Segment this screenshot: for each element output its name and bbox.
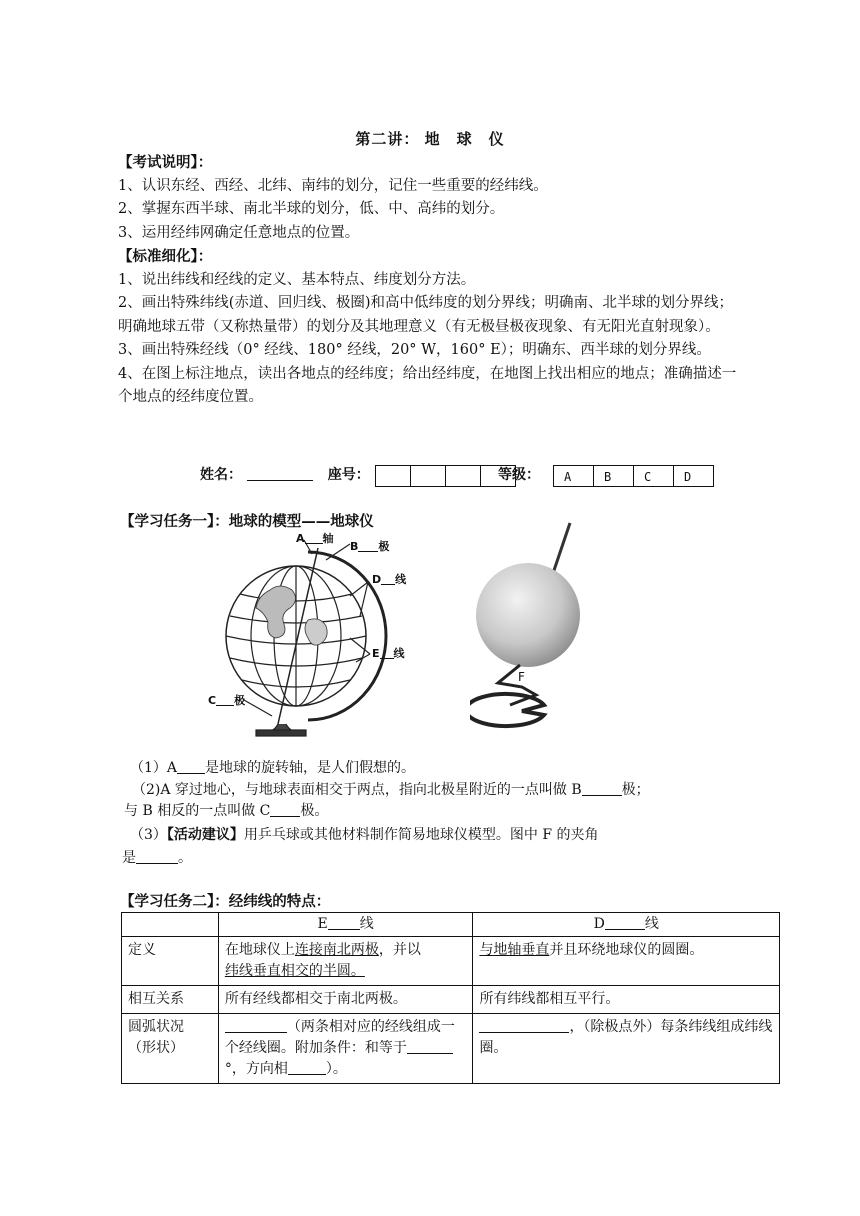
grade-boxes[interactable] (554, 465, 714, 487)
standard-item: 4、在图上标注地点，读出各地点的经纬度；给出经纬度，在地图上找出相应的地点；准确描述一个地点的经纬度位置。 (118, 365, 737, 405)
exam-item: 3、运用经纬网确定任意地点的位置。 (118, 224, 360, 241)
blank-f-angle[interactable] (136, 848, 178, 864)
blank-sum[interactable] (407, 1038, 453, 1054)
globe-diagram (200, 530, 430, 740)
blank-e-shape[interactable] (225, 1017, 287, 1033)
shape-e: （两条相对应的经线组成一个经线圈。附加条件：和等于°，方向相 ）。 (218, 1014, 473, 1084)
grade-option[interactable]: D (673, 465, 714, 487)
globe-label-a: A 轴 (296, 532, 334, 545)
table-row (122, 1014, 780, 1084)
grade-option[interactable]: C (633, 465, 674, 487)
exam-section (118, 151, 738, 410)
seat-box[interactable] (410, 465, 446, 487)
shape-d: ，（除极点外）每条纬线组成纬线圈。 (473, 1014, 780, 1084)
page-title (0, 128, 860, 149)
question-1: （1）A 是地球的旋转轴，是人们假想的。 (130, 760, 416, 776)
exam-item: 1、认识东经、西经、北纬、南纬的划分，记住一些重要的经纬线。 (118, 177, 548, 194)
lecture-topic: 地 球 仪 (424, 130, 505, 148)
globe-label-c: C 极 (208, 694, 246, 707)
table-row (122, 937, 780, 986)
table-corner (122, 913, 219, 937)
globe-label-d: D 线 (372, 573, 407, 586)
name-label: 姓名： (200, 467, 242, 483)
task2-heading: 【学习任务二】：经纬线的特点： (120, 894, 331, 910)
seat-box[interactable] (375, 465, 411, 487)
exam-heading: 【考试说明】： (118, 154, 213, 171)
row-label: 相互关系 (122, 986, 219, 1014)
standard-item: 1、说出纬线和经线的定义、基本特点、纬度划分方法。 (118, 271, 476, 288)
signature-row (200, 464, 370, 484)
grade-option[interactable]: B (593, 465, 634, 487)
blank-b[interactable] (582, 780, 622, 796)
lecture-number: 第二讲： (355, 130, 420, 148)
question-2: （2)A 穿过地心，与地球表面相交于两点，指向北极星附近的一点叫做 B 极； (132, 782, 650, 798)
column-d: D 线 (473, 913, 780, 937)
blank-e[interactable] (328, 914, 360, 930)
globe-label-b: B 极 (350, 540, 390, 553)
seat-label: 座号： (327, 467, 370, 483)
ping-pong-globe-model (470, 515, 590, 735)
table-row (122, 986, 780, 1014)
seat-number-boxes[interactable] (376, 465, 516, 487)
blank-d[interactable] (605, 914, 645, 930)
row-label: 圆弧状况（形状） (122, 1014, 219, 1084)
definition-d: 与地轴垂直并且环绕地球仪的圆圈。 (473, 937, 780, 986)
blank-c[interactable] (270, 801, 300, 817)
grade-option[interactable]: A (553, 465, 594, 487)
blank-a[interactable] (177, 758, 205, 774)
question-3-cont: 是 。 (122, 850, 192, 866)
blank-d-shape[interactable] (479, 1017, 569, 1033)
table-header-row (122, 913, 780, 937)
relation-e: 所有经线都相交于南北两极。 (218, 986, 473, 1014)
exam-item: 2、掌握东西半球、南北半球的划分，低、中、高纬的划分。 (118, 201, 505, 217)
relation-d: 所有纬线都相互平行。 (473, 986, 780, 1014)
question-2-cont: 与 B 相反的一点叫做 C 极。 (124, 803, 329, 819)
standard-item: 3、画出特殊经线（0° 经线、180° 经线，20° W，160° E）；明确东、西半球的划分界线。 (118, 342, 711, 358)
question-3: （3）【活动建议】用乒乓球或其他材料制作简易地球仪模型。图中 F 的夹角 (130, 827, 599, 843)
meridian-parallel-table (121, 912, 780, 1084)
globe-label-e: E 线 (372, 647, 405, 660)
name-field[interactable] (247, 465, 313, 481)
seat-box[interactable] (445, 465, 481, 487)
definition-e: 在地球仪上连接南北两极，并以 纬线垂直相交的半圆。 (218, 937, 473, 986)
standard-item: 2、画出特殊纬线(赤道、回归线、极圈)和高中低纬度的划分界线；明确南、北半球的划分界线；明确地球五带（又称热量带）的划分及其地理意义（有无极昼极夜现象、有无阳光直射现象）。 (118, 295, 734, 335)
row-label: 定义 (122, 937, 219, 986)
grade-label: 等级： (498, 467, 540, 483)
blank-direction[interactable] (288, 1059, 326, 1075)
standard-heading: 【标准细化】： (118, 248, 213, 265)
model-label-f: F (518, 670, 525, 684)
task1-heading: 【学习任务一】：地球的模型——地球仪 (120, 514, 374, 530)
column-e: E 线 (218, 913, 473, 937)
